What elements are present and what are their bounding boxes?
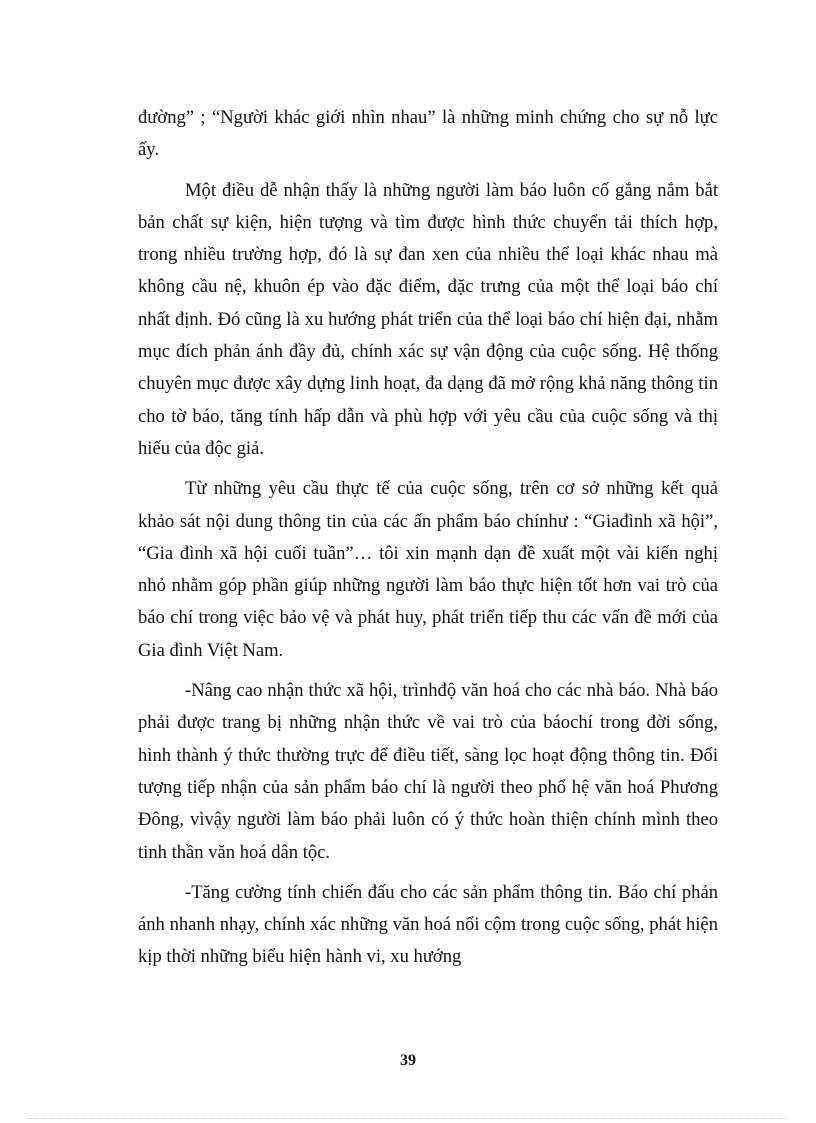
bottom-divider <box>28 1118 788 1119</box>
page-body <box>138 102 718 982</box>
paragraph-journalism-trends: Một điều dễ nhận thấy là những người làm báo luôn cố gắng nắm bắt bản chất sự kiện, hiện tượng và tìm được hình thức chuyển tải thích hợp, trong nhiều trường hợp, đó là sự đan xen của nhiều thể loại khác nhau mà không cầu nệ, khuôn ép vào đặc điểm, đặc trưng của một thể loại báo chí nhất định. Đó cũng là xu hướng phát triển của thể loại báo chí hiện đại, nhằm mục đích phản ánh đầy đủ, chính xác sự vận động của cuộc sống. Hệ thống chuyên mục được xây dựng linh hoạt, đa dạng đã mở rộng khả năng thông tin cho tờ báo, tăng tính hấp dẫn và phù hợp với yêu cầu của cuộc sống và thị hiếu của độc giả. <box>138 179 718 459</box>
paragraph-continuation: đường” ; “Người khác giới nhìn nhau” là những minh chứng cho sự nỗ lực ấy. <box>138 107 718 161</box>
paragraph-raise-awareness: -Nâng cao nhận thức xã hội, trìnhđộ văn hoá cho các nhà báo. Nhà báo phải được trang bị những nhận thức về vai trò của báochí trong đời sống, hình thành ý thức thường trực để điều tiết, sàng lọc hoạt động thông tin. Đối tượng tiếp nhận của sản phẩm báo chí là người theo phổ hệ văn hoá Phương Đông, vìvậy người làm báo phải luôn có ý thức hoàn thiện chính mình theo tinh thần văn hoá dân tộc. <box>138 680 718 863</box>
page-number: 39 <box>400 1052 416 1069</box>
paragraph-recommendations-intro: Từ những yêu cầu thực tế của cuộc sống, trên cơ sở những kết quả khảo sát nội dung thông tin của các ấn phẩm báo chínhư : “Giađình xã hội”, “Gia đình xã hội cuối tuần”… tôi xin mạnh dạn đề xuất một vài kiến nghị nhỏ nhằm góp phần giúp những người làm báo thực hiện tốt hơn vai trò của báo chí trong việc bảo vệ và phát huy, phát triển tiếp thu các vấn đề mới của Gia đình Việt Nam. <box>138 478 718 661</box>
paragraph-strengthen-combat: -Tăng cường tính chiến đấu cho các sản phẩm thông tin. Báo chí phản ánh nhanh nhạy, chính xác những văn hoá nổi cộm trong cuộc sống, phát hiện kịp thời những biểu hiện hành vi, xu hướng <box>138 881 718 968</box>
